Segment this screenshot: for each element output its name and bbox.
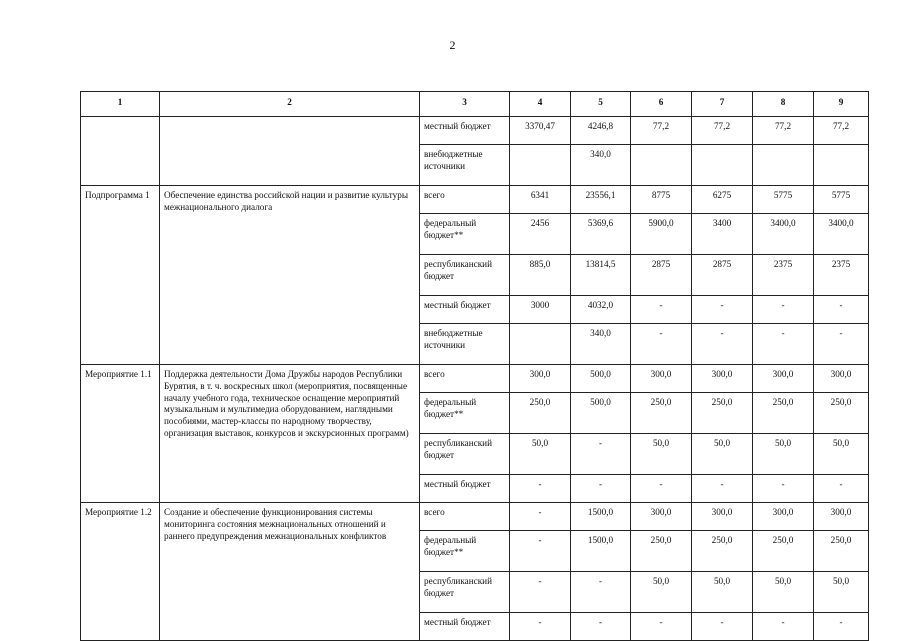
value-cell: 5369,6	[571, 214, 631, 255]
value-cell: -	[631, 475, 692, 503]
header-row	[81, 92, 869, 117]
value-cell: -	[692, 296, 753, 324]
value-cell: 2456	[510, 214, 571, 255]
source-cell: республиканский бюджет	[420, 572, 510, 613]
value-cell: 50,0	[753, 572, 814, 613]
source-cell: федеральный бюджет**	[420, 393, 510, 434]
value-cell: 5775	[753, 186, 814, 214]
value-cell: 6275	[692, 186, 753, 214]
value-cell: 2375	[814, 255, 869, 296]
col-header: 8	[753, 92, 814, 117]
value-cell: -	[753, 324, 814, 365]
program-title: Обеспечение единства российской нации и развитие культуры межнационального диалога	[160, 186, 420, 365]
source-cell: всего	[420, 503, 510, 531]
value-cell: 50,0	[814, 572, 869, 613]
source-cell: республиканский бюджет	[420, 434, 510, 475]
value-cell: 3400,0	[753, 214, 814, 255]
value-cell: -	[753, 475, 814, 503]
value-cell	[814, 145, 869, 186]
page-number: 2	[449, 38, 456, 52]
value-cell: 3400,0	[814, 214, 869, 255]
value-cell: 250,0	[631, 393, 692, 434]
value-cell: -	[571, 613, 631, 641]
value-cell: 340,0	[571, 145, 631, 186]
value-cell: 250,0	[510, 393, 571, 434]
value-cell: 50,0	[814, 434, 869, 475]
value-cell: 300,0	[692, 365, 753, 393]
value-cell: 13814,5	[571, 255, 631, 296]
value-cell: -	[692, 475, 753, 503]
value-cell: 50,0	[510, 434, 571, 475]
code-cell	[81, 117, 160, 186]
value-cell: -	[571, 475, 631, 503]
source-cell: всего	[420, 365, 510, 393]
value-cell: -	[814, 613, 869, 641]
title-cell	[160, 117, 420, 186]
value-cell: 50,0	[631, 572, 692, 613]
value-cell: -	[510, 613, 571, 641]
value-cell: 2875	[692, 255, 753, 296]
value-cell: 4246,8	[571, 117, 631, 145]
source-cell: местный бюджет	[420, 117, 510, 145]
value-cell	[753, 145, 814, 186]
value-cell: 77,2	[631, 117, 692, 145]
value-cell: -	[692, 613, 753, 641]
source-cell: местный бюджет	[420, 296, 510, 324]
value-cell: 250,0	[631, 531, 692, 572]
table-row	[81, 503, 869, 531]
value-cell: 250,0	[753, 393, 814, 434]
value-cell: 250,0	[692, 393, 753, 434]
value-cell: 77,2	[814, 117, 869, 145]
value-cell: 500,0	[571, 393, 631, 434]
table-row	[81, 186, 869, 214]
activity-title: Поддержка деятельности Дома Дружбы народов Республики Бурятия, в т. ч. воскресных школ (мероприятия, посвященные началу учебного года, техническое оснащение мероприятий музыкальным и мультимедиа оборудованием, наглядными пособиями, мастер-классы по народному творчеству, организация выставок, конкурсов и экскурсионных программ)	[160, 365, 420, 503]
value-cell	[510, 324, 571, 365]
value-cell: 50,0	[692, 434, 753, 475]
value-cell: 77,2	[753, 117, 814, 145]
value-cell: 3370,47	[510, 117, 571, 145]
value-cell: 50,0	[753, 434, 814, 475]
col-header: 2	[160, 92, 420, 117]
value-cell: -	[814, 296, 869, 324]
value-cell: -	[814, 324, 869, 365]
value-cell: 8775	[631, 186, 692, 214]
value-cell: 250,0	[753, 531, 814, 572]
value-cell	[692, 145, 753, 186]
value-cell: 50,0	[631, 434, 692, 475]
value-cell: 300,0	[631, 503, 692, 531]
value-cell: 5900,0	[631, 214, 692, 255]
value-cell	[510, 145, 571, 186]
value-cell: -	[631, 324, 692, 365]
value-cell: -	[631, 296, 692, 324]
table-row	[81, 365, 869, 393]
source-cell: всего	[420, 186, 510, 214]
value-cell: -	[510, 572, 571, 613]
value-cell: 3000	[510, 296, 571, 324]
value-cell: 300,0	[692, 503, 753, 531]
col-header: 3	[420, 92, 510, 117]
value-cell: 1500,0	[571, 531, 631, 572]
value-cell: 1500,0	[571, 503, 631, 531]
value-cell: 300,0	[753, 503, 814, 531]
source-cell: федеральный бюджет**	[420, 531, 510, 572]
value-cell: 250,0	[814, 393, 869, 434]
activity-title: Создание и обеспечение функционирования системы мониторинга состояния межнациональных отношений и раннего предупреждения межнациональных конфликтов	[160, 503, 420, 641]
col-header: 5	[571, 92, 631, 117]
value-cell: 5775	[814, 186, 869, 214]
value-cell: 2375	[753, 255, 814, 296]
value-cell: 300,0	[753, 365, 814, 393]
value-cell: 340,0	[571, 324, 631, 365]
budget-table	[80, 91, 869, 641]
value-cell: -	[571, 434, 631, 475]
value-cell: 6341	[510, 186, 571, 214]
col-header: 9	[814, 92, 869, 117]
value-cell: 4032,0	[571, 296, 631, 324]
value-cell: 23556,1	[571, 186, 631, 214]
source-cell: местный бюджет	[420, 613, 510, 641]
value-cell: -	[753, 296, 814, 324]
value-cell: -	[631, 613, 692, 641]
value-cell: 3400	[692, 214, 753, 255]
table-row	[81, 117, 869, 145]
col-header: 4	[510, 92, 571, 117]
value-cell: 300,0	[631, 365, 692, 393]
value-cell: 250,0	[814, 531, 869, 572]
source-cell: местный бюджет	[420, 475, 510, 503]
value-cell: 300,0	[814, 503, 869, 531]
value-cell: -	[571, 572, 631, 613]
value-cell: 500,0	[571, 365, 631, 393]
value-cell: 300,0	[510, 365, 571, 393]
col-header: 6	[631, 92, 692, 117]
value-cell: 2875	[631, 255, 692, 296]
value-cell: 50,0	[692, 572, 753, 613]
col-header: 1	[81, 92, 160, 117]
activity-code: Мероприятие 1.1	[81, 365, 160, 503]
source-cell: республиканский бюджет	[420, 255, 510, 296]
value-cell: -	[814, 475, 869, 503]
value-cell: 300,0	[814, 365, 869, 393]
value-cell: -	[510, 475, 571, 503]
value-cell	[631, 145, 692, 186]
col-header: 7	[692, 92, 753, 117]
value-cell: 77,2	[692, 117, 753, 145]
value-cell: -	[510, 503, 571, 531]
source-cell: внебюджетные источники	[420, 145, 510, 186]
value-cell: -	[510, 531, 571, 572]
value-cell: 250,0	[692, 531, 753, 572]
source-cell: внебюджетные источники	[420, 324, 510, 365]
value-cell: -	[753, 613, 814, 641]
activity-code: Мероприятие 1.2	[81, 503, 160, 641]
value-cell: 885,0	[510, 255, 571, 296]
program-code: Подпрограмма 1	[81, 186, 160, 365]
source-cell: федеральный бюджет**	[420, 214, 510, 255]
value-cell: -	[692, 324, 753, 365]
